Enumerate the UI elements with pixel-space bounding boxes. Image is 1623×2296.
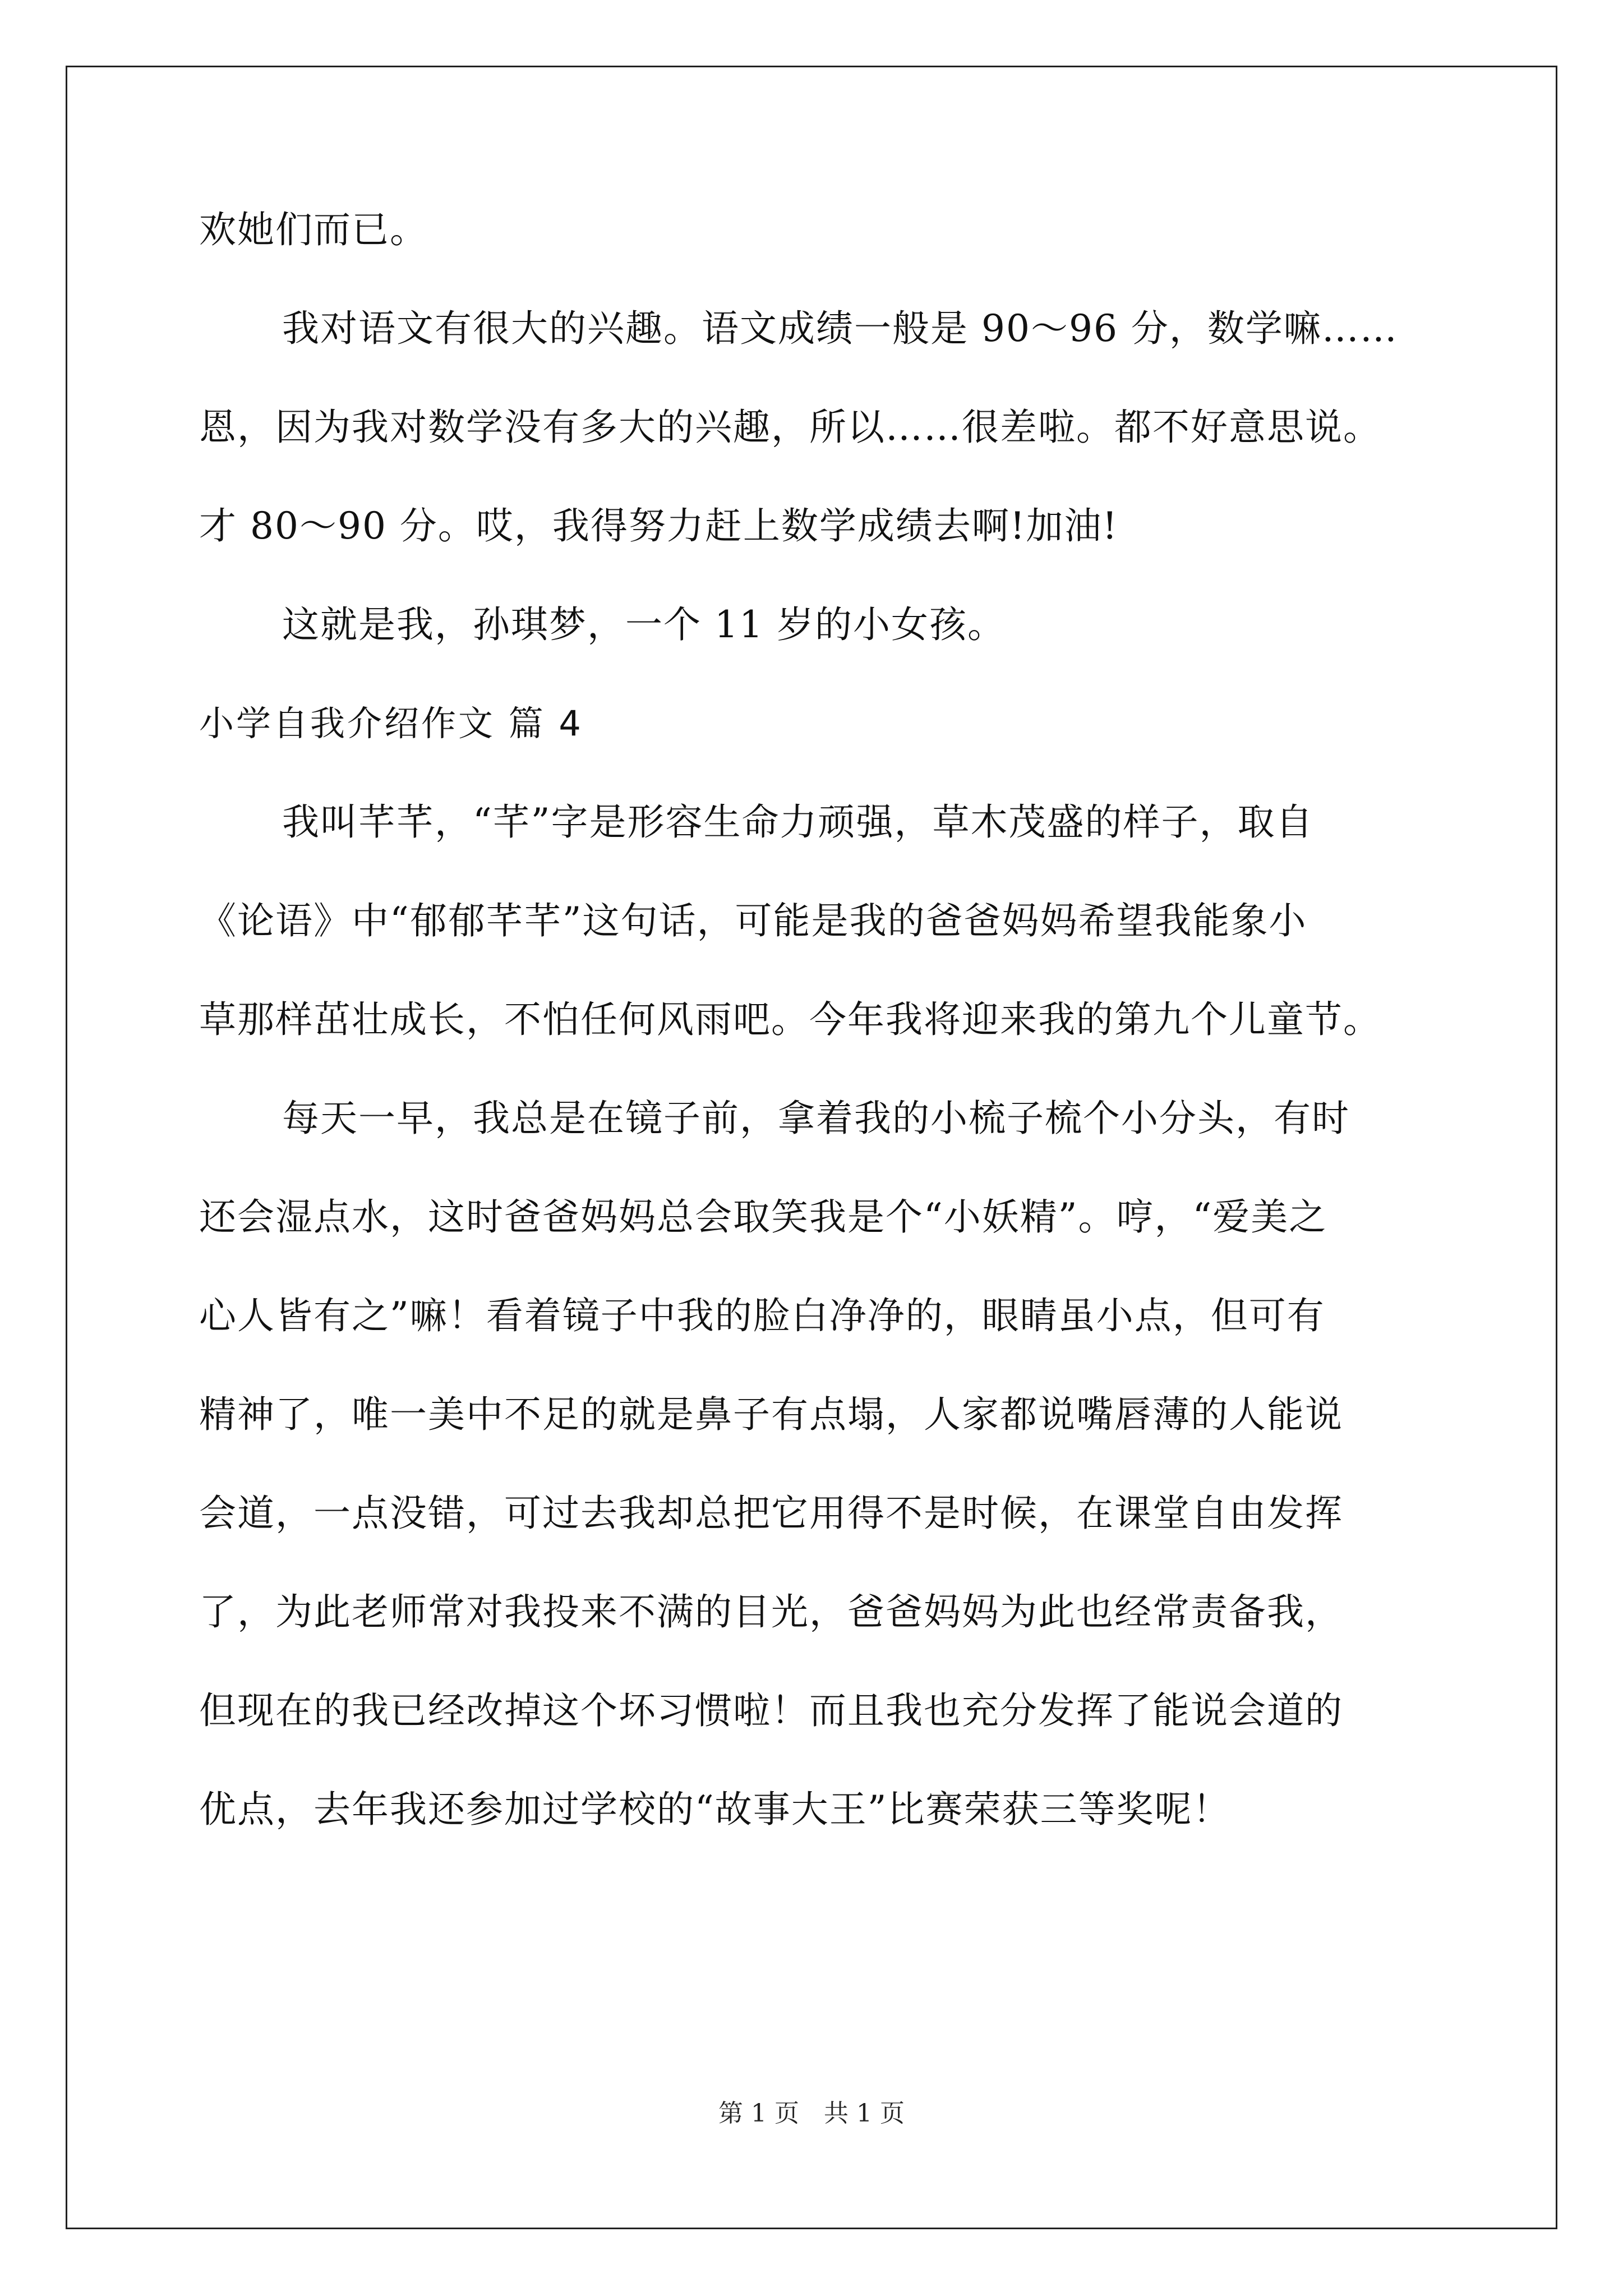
text-line: 《论语》中“郁郁芊芊”这句话，可能是我的爸爸妈妈希望我能象小 — [199, 899, 1307, 942]
text-line: 还会湿点水，这时爸爸妈妈总会取笑我是个“小妖精”。哼，“爱美之 — [199, 1195, 1327, 1239]
paragraph-line: 每天一早，我总是在镜子前，拿着我的小梳子梳个小分头，有时 — [282, 1097, 1350, 1140]
text-line: 但现在的我已经改掉这个坏习惯啦！而且我也充分发挥了能说会道的 — [199, 1689, 1343, 1732]
section-heading: 小学自我介绍作文 篇 4 — [199, 703, 583, 744]
text-line: 会道，一点没错，可过去我却总把它用得不是时候，在课堂自由发挥 — [199, 1492, 1343, 1535]
text-line: 了，为此老师常对我投来不满的目光，爸爸妈妈为此也经常责备我， — [199, 1590, 1343, 1634]
page-number-footer: 第 1 页 共 1 页 — [718, 2099, 905, 2128]
text-line: 才 80～90 分。哎，我得努力赶上数学成绩去啊!加油! — [199, 504, 1118, 547]
paragraph-line: 这就是我，孙琪梦，一个 11 岁的小女孩。 — [282, 603, 1006, 646]
text-line: 优点，去年我还参加过学校的“故事大王”比赛荣获三等奖呢！ — [199, 1788, 1231, 1831]
text-line: 欢她们而已。 — [199, 208, 428, 251]
text-line: 精神了，唯一美中不足的就是鼻子有点塌，人家都说嘴唇薄的人能说 — [199, 1393, 1343, 1436]
paragraph-line: 我对语文有很大的兴趣。语文成绩一般是 90～96 分，数学嘛…… — [282, 307, 1398, 350]
paragraph-line: 我叫芊芊，“芊”字是形容生命力顽强，草木茂盛的样子，取自 — [282, 800, 1314, 844]
text-line: 草那样茁壮成长，不怕任何风雨吧。今年我将迎来我的第九个儿童节。 — [199, 998, 1381, 1041]
page-border — [66, 66, 1557, 2229]
text-line: 心人皆有之”嘛！看着镜子中我的脸白净净的，眼睛虽小点，但可有 — [199, 1294, 1325, 1337]
text-line: 恩，因为我对数学没有多大的兴趣，所以……很差啦。都不好意思说。 — [199, 406, 1381, 449]
